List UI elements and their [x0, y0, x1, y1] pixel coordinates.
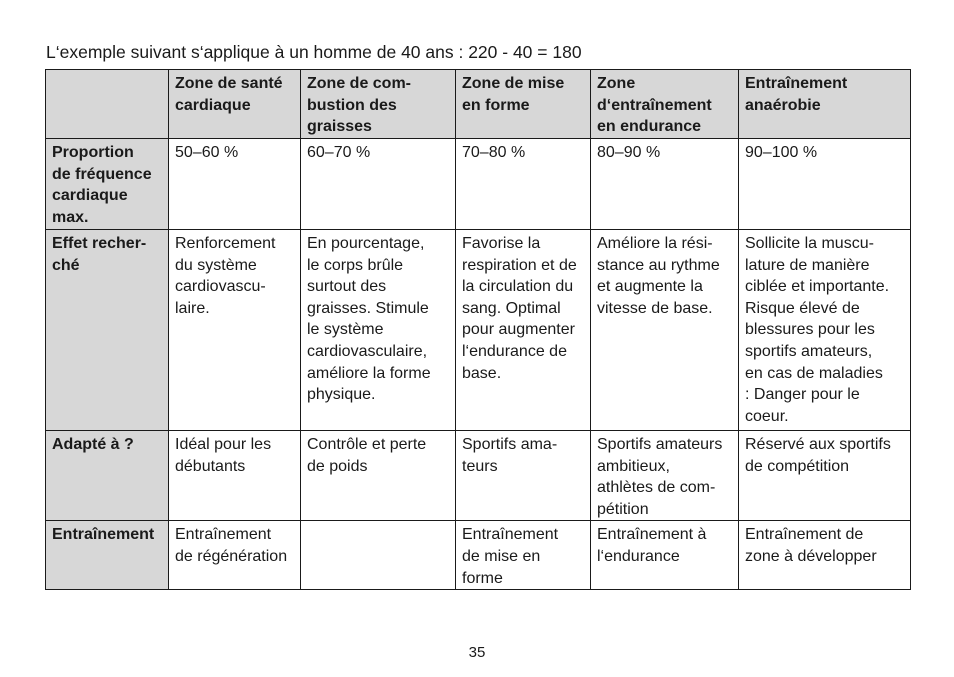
intro-text: L‘exemple suivant s‘applique à un homme de 40 ans : 220 - 40 = 180: [46, 42, 582, 62]
table-cell: En pourcentage, le corps brûle surtout des graisses. Stimule le système cardiovasculaire, améliore la forme physique.: [301, 230, 456, 431]
column-header-health-zone: Zone de santé cardiaque: [169, 70, 301, 139]
column-header-fitness-zone: Zone de mise en forme: [456, 70, 591, 139]
table-cell: Sportifs ama- teurs: [456, 431, 591, 521]
row-header: Proportion de fréquence cardiaque max.: [46, 139, 169, 230]
table-cell: Entraînement de mise en forme: [456, 521, 591, 590]
table-row-desired-effect: [46, 230, 911, 431]
row-header: Adapté à ?: [46, 431, 169, 521]
table-cell: Sportifs amateurs ambitieux, athlètes de com- pétition: [591, 431, 739, 521]
table-header-row: [46, 70, 911, 139]
table-cell: Renforcement du système cardiovascu- laire.: [169, 230, 301, 431]
table-cell: 80–90 %: [591, 139, 739, 230]
table-row-training: [46, 521, 911, 590]
table-cell: [301, 521, 456, 590]
table-cell: 50–60 %: [169, 139, 301, 230]
table-row-heart-rate-proportion: [46, 139, 911, 230]
table-row-suitable-for: [46, 431, 911, 521]
table-cell: Améliore la rési- stance au rythme et augmente la vitesse de base.: [591, 230, 739, 431]
table-cell: Favorise la respiration et de la circulation du sang. Optimal pour augmenter l‘endurance de base.: [456, 230, 591, 431]
row-header: Effet recher- ché: [46, 230, 169, 431]
table-cell: Réservé aux sportifs de compétition: [739, 431, 911, 521]
table-cell: 60–70 %: [301, 139, 456, 230]
table-cell: Entraînement à l‘endurance: [591, 521, 739, 590]
table-cell: 90–100 %: [739, 139, 911, 230]
table-cell: Idéal pour les débutants: [169, 431, 301, 521]
table-cell: Contrôle et perte de poids: [301, 431, 456, 521]
page-number: 35: [468, 644, 486, 661]
heart-rate-zones-table: [45, 69, 911, 590]
table-corner-cell: [46, 70, 169, 139]
table-cell: Entraînement de zone à développer: [739, 521, 911, 590]
table-cell: 70–80 %: [456, 139, 591, 230]
column-header-fat-burning-zone: Zone de com- bustion des graisses: [301, 70, 456, 139]
table-cell: Sollicite la muscu- lature de manière ciblée et importante. Risque élevé de blessures pour les sportifs amateurs, en cas de maladies : Danger pour le coeur.: [739, 230, 911, 431]
column-header-endurance-zone: Zone d‘entraînement en endurance: [591, 70, 739, 139]
column-header-anaerobic-zone: Entraînement anaérobie: [739, 70, 911, 139]
row-header: Entraînement: [46, 521, 169, 590]
table-cell: Entraînement de régénération: [169, 521, 301, 590]
